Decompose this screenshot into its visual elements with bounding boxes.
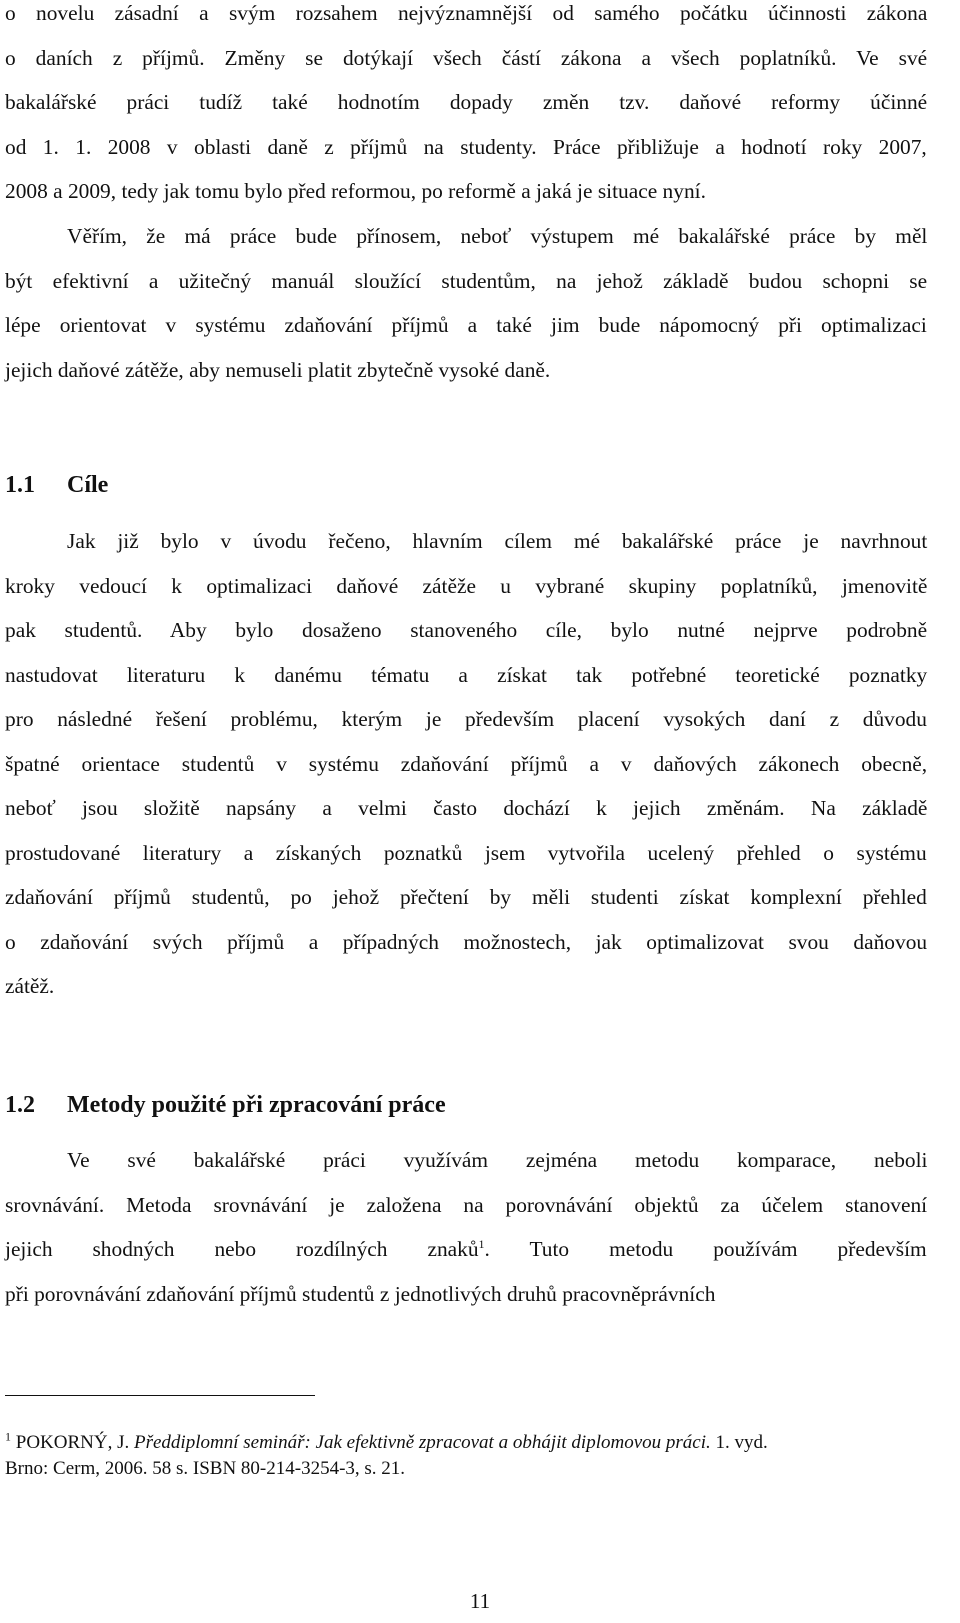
text-line: bakalářské práci tudíž také hodnotím dopady změn tzv. daňové reformy účinné <box>5 90 928 114</box>
footnote-reference: 1 <box>478 1236 485 1251</box>
footnote-title: Předdiplomní seminář: Jak efektivně zpracovat a obhájit diplomovou práci. <box>134 1432 711 1453</box>
footnote-divider <box>5 1395 315 1396</box>
text-line: zdaňování příjmů studentů, po jehož přečtení by měli studenti získat komplexní přehled <box>5 885 927 909</box>
text-line: být efektivní a užitečný manuál sloužící studentům, na jehož základě budou schopni se <box>5 268 928 293</box>
text-line: 2008 a 2009, tedy jak tomu bylo před reformou, po reformě a jaká je situace nyní. <box>5 179 706 203</box>
text-line: srovnávání. Metoda srovnávání je založena na porovnávání objektů za účelem stanovení <box>5 1192 928 1217</box>
section-heading-1-2 <box>5 1092 446 1119</box>
text-line: o novelu zásadní a svým rozsahem nejvýznamnější od samého počátku účinnosti zákona <box>5 1 928 25</box>
text-line: kroky vedoucí k optimalizaci daňové zátěže u vybrané skupiny poplatníků, jmenovitě <box>5 573 928 598</box>
text-line: při porovnávání zdaňování příjmů studentů z jednotlivých druhů pracovněprávních <box>5 1281 716 1306</box>
text-line: prostudované literatury a získaných poznatků jsem vytvořila ucelený přehled o systému <box>5 840 927 865</box>
text-line: Ve své bakalářské práci využívám zejména metodu komparace, neboli <box>67 1148 928 1172</box>
footnote-author: POKORNÝ, J. <box>15 1432 130 1453</box>
section-title: Metody použité při zpracování práce <box>67 1092 446 1118</box>
text-segment: jejich shodných nebo rozdílných znaků <box>5 1237 479 1261</box>
text-line: jejich daňové zátěže, aby nemuseli platit zbytečně vysoké daně. <box>5 357 551 382</box>
text-line: zátěž. <box>5 974 55 998</box>
footnote-edition: 1. vyd. <box>715 1432 768 1453</box>
footnote <box>5 1430 927 1482</box>
footnote-publisher: Brno: Cerm, 2006. 58 s. ISBN 80-214-3254-3, s. 21. <box>5 1458 406 1479</box>
text-line: nastudovat literaturu k danému tématu a získat tak potřebné teoretické poznatky <box>5 662 928 687</box>
text-line: pak studentů. Aby bylo dosaženo stanoveného cíle, bylo nutné nejprve podrobně <box>5 618 928 642</box>
page-number: 11 <box>469 1589 491 1613</box>
section-number: 1.1 <box>5 472 35 498</box>
belief-paragraph <box>5 214 927 392</box>
section-number: 1.2 <box>5 1092 35 1118</box>
text-line: lépe orientovat v systému zdaňování příjmů a také jim bude nápomocný při optimalizaci <box>5 313 927 337</box>
methods-paragraph <box>5 1138 927 1316</box>
text-line <box>5 1227 927 1272</box>
text-line: o zdaňování svých příjmů a případných možnostech, jak optimalizovat svou daňovou <box>5 929 928 954</box>
text-line: o daních z příjmů. Změny se dotýkají všech částí zákona a všech poplatníků. Ve své <box>5 45 928 70</box>
text-line: neboť jsou složitě napsány a velmi často dochází k jejich změnám. Na základě <box>5 796 928 820</box>
section-title: Cíle <box>67 472 109 498</box>
footnote-marker: 1 <box>5 1429 11 1444</box>
text-line: pro následné řešení problému, kterým je především placení vysokých daní z důvodu <box>5 707 927 731</box>
section-heading-1-1 <box>5 472 108 499</box>
intro-paragraph <box>5 0 927 214</box>
text-line: špatné orientace studentů v systému zdaňování příjmů a v daňových zákonech obecně, <box>5 751 928 776</box>
text-line: Jak již bylo v úvodu řečeno, hlavním cílem mé bakalářské práce je navrhnout <box>67 529 928 553</box>
text-segment: . Tuto metodu používám především <box>484 1237 927 1261</box>
text-line: od 1. 1. 2008 v oblasti daně z příjmů na studenty. Práce přibližuje a hodnotí roky 2007, <box>5 134 927 159</box>
goals-paragraph <box>5 519 927 1009</box>
text-line: Věřím, že má práce bude přínosem, neboť výstupem mé bakalářské práce by měl <box>67 224 928 248</box>
